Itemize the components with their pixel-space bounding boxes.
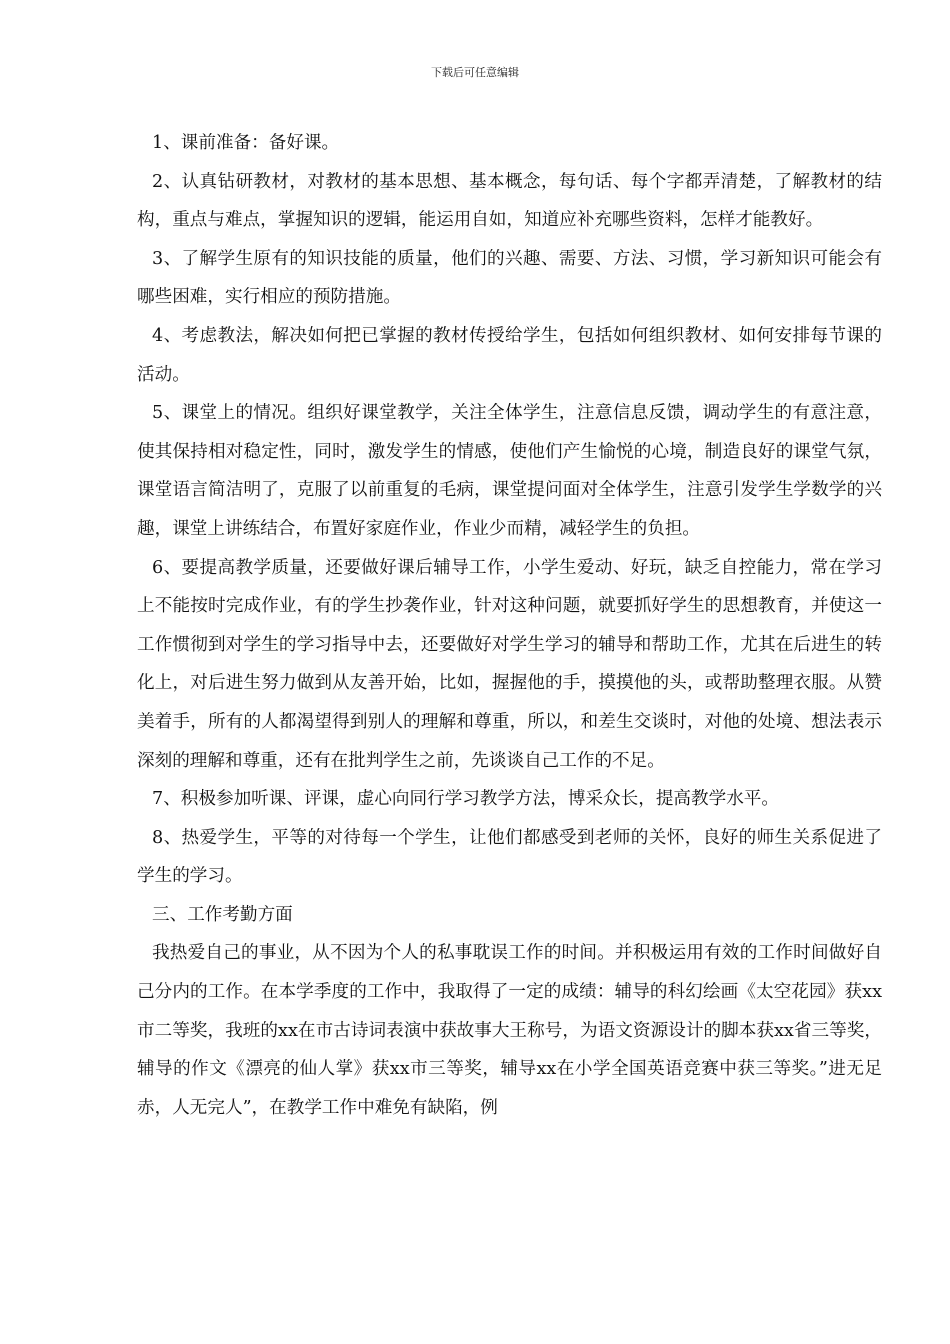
section-heading-attendance: 三、工作考勤方面 [152,904,293,925]
paragraph-classroom: 5、课堂上的情况。组织好课堂教学，关注全体学生，注意信息反馈，调动学生的有意注意，使其保持相对稳定性，同时，激发学生的情感，使他们产生愉悦的心境，制造良好的课堂气氛，课堂语言简洁明了，克服了以前重复的毛病，课堂提问面对全体学生，注意引发学生学数学的兴趣，课堂上讲练结合，布置好家庭作业，作业少而精，减轻学生的负担。 [137,403,882,539]
paragraph-attendance: 我热爱自己的事业，从不因为个人的私事耽误工作的时间。并积极运用有效的工作时间做好自己分内的工作。在本学季度的工作中，我取得了一定的成绩：辅导的科幻绘画《太空花园》获xx市二等奖，我班的xx在市古诗词表演中获故事大王称号，为语文资源设计的脚本获xx省三等奖，辅导的作文《漂亮的仙人掌》获xx市三等奖，辅导xx在小学全国英语竞赛中获三等奖。”进无足赤，人无完人”，在教学工作中难免有缺陷，例 [137,943,882,1118]
paragraph-lesson-observation: 7、积极参加听课、评课，虚心向同行学习教学方法，博采众长，提高教学水平。 [152,789,779,810]
paragraph-after-class-tutoring: 6、要提高教学质量，还要做好课后辅导工作，小学生爱动、好玩，缺乏自控能力，常在学习上不能按时完成作业，有的学生抄袭作业，针对这种问题，就要抓好学生的思想教育，并使这一工作惯彻到对学生的学习指导中去，还要做好对学生学习的辅导和帮助工作，尤其在后进生的转化上，对后进生努力做到从友善开始，比如，握握他的手，摸摸他的头，或帮助整理衣服。从赞美着手，所有的人都渴望得到别人的理解和尊重，所以，和差生交谈时，对他的处境、想法表示深刻的理解和尊重，还有在批判学生之前，先谈谈自己工作的不足。 [137,557,882,771]
document-body [137,124,882,1127]
paragraph-lesson-prep: 1、课前准备：备好课。 [152,133,340,153]
paragraph-know-students: 3、了解学生原有的知识技能的质量，他们的兴趣、需要、方法、习惯，学习新知识可能会有哪些困难，实行相应的预防措施。 [137,248,882,308]
paragraph-study-materials: 2、认真钻研教材，对教材的基本思想、基本概念，每句话、每个字都弄清楚，了解教材的结构，重点与难点，掌握知识的逻辑，能运用自如，知道应补充哪些资料，怎样才能教好。 [137,171,882,231]
page-header: 下载后可任意编辑 [431,66,519,79]
paragraph-teaching-method: 4、考虑教法，解决如何把已掌握的教材传授给学生，包括如何组织教材、如何安排每节课的活动。 [137,325,882,385]
paragraph-love-students: 8、热爱学生，平等的对待每一个学生，让他们都感受到老师的关怀，良好的师生关系促进了学生的学习。 [137,827,882,887]
